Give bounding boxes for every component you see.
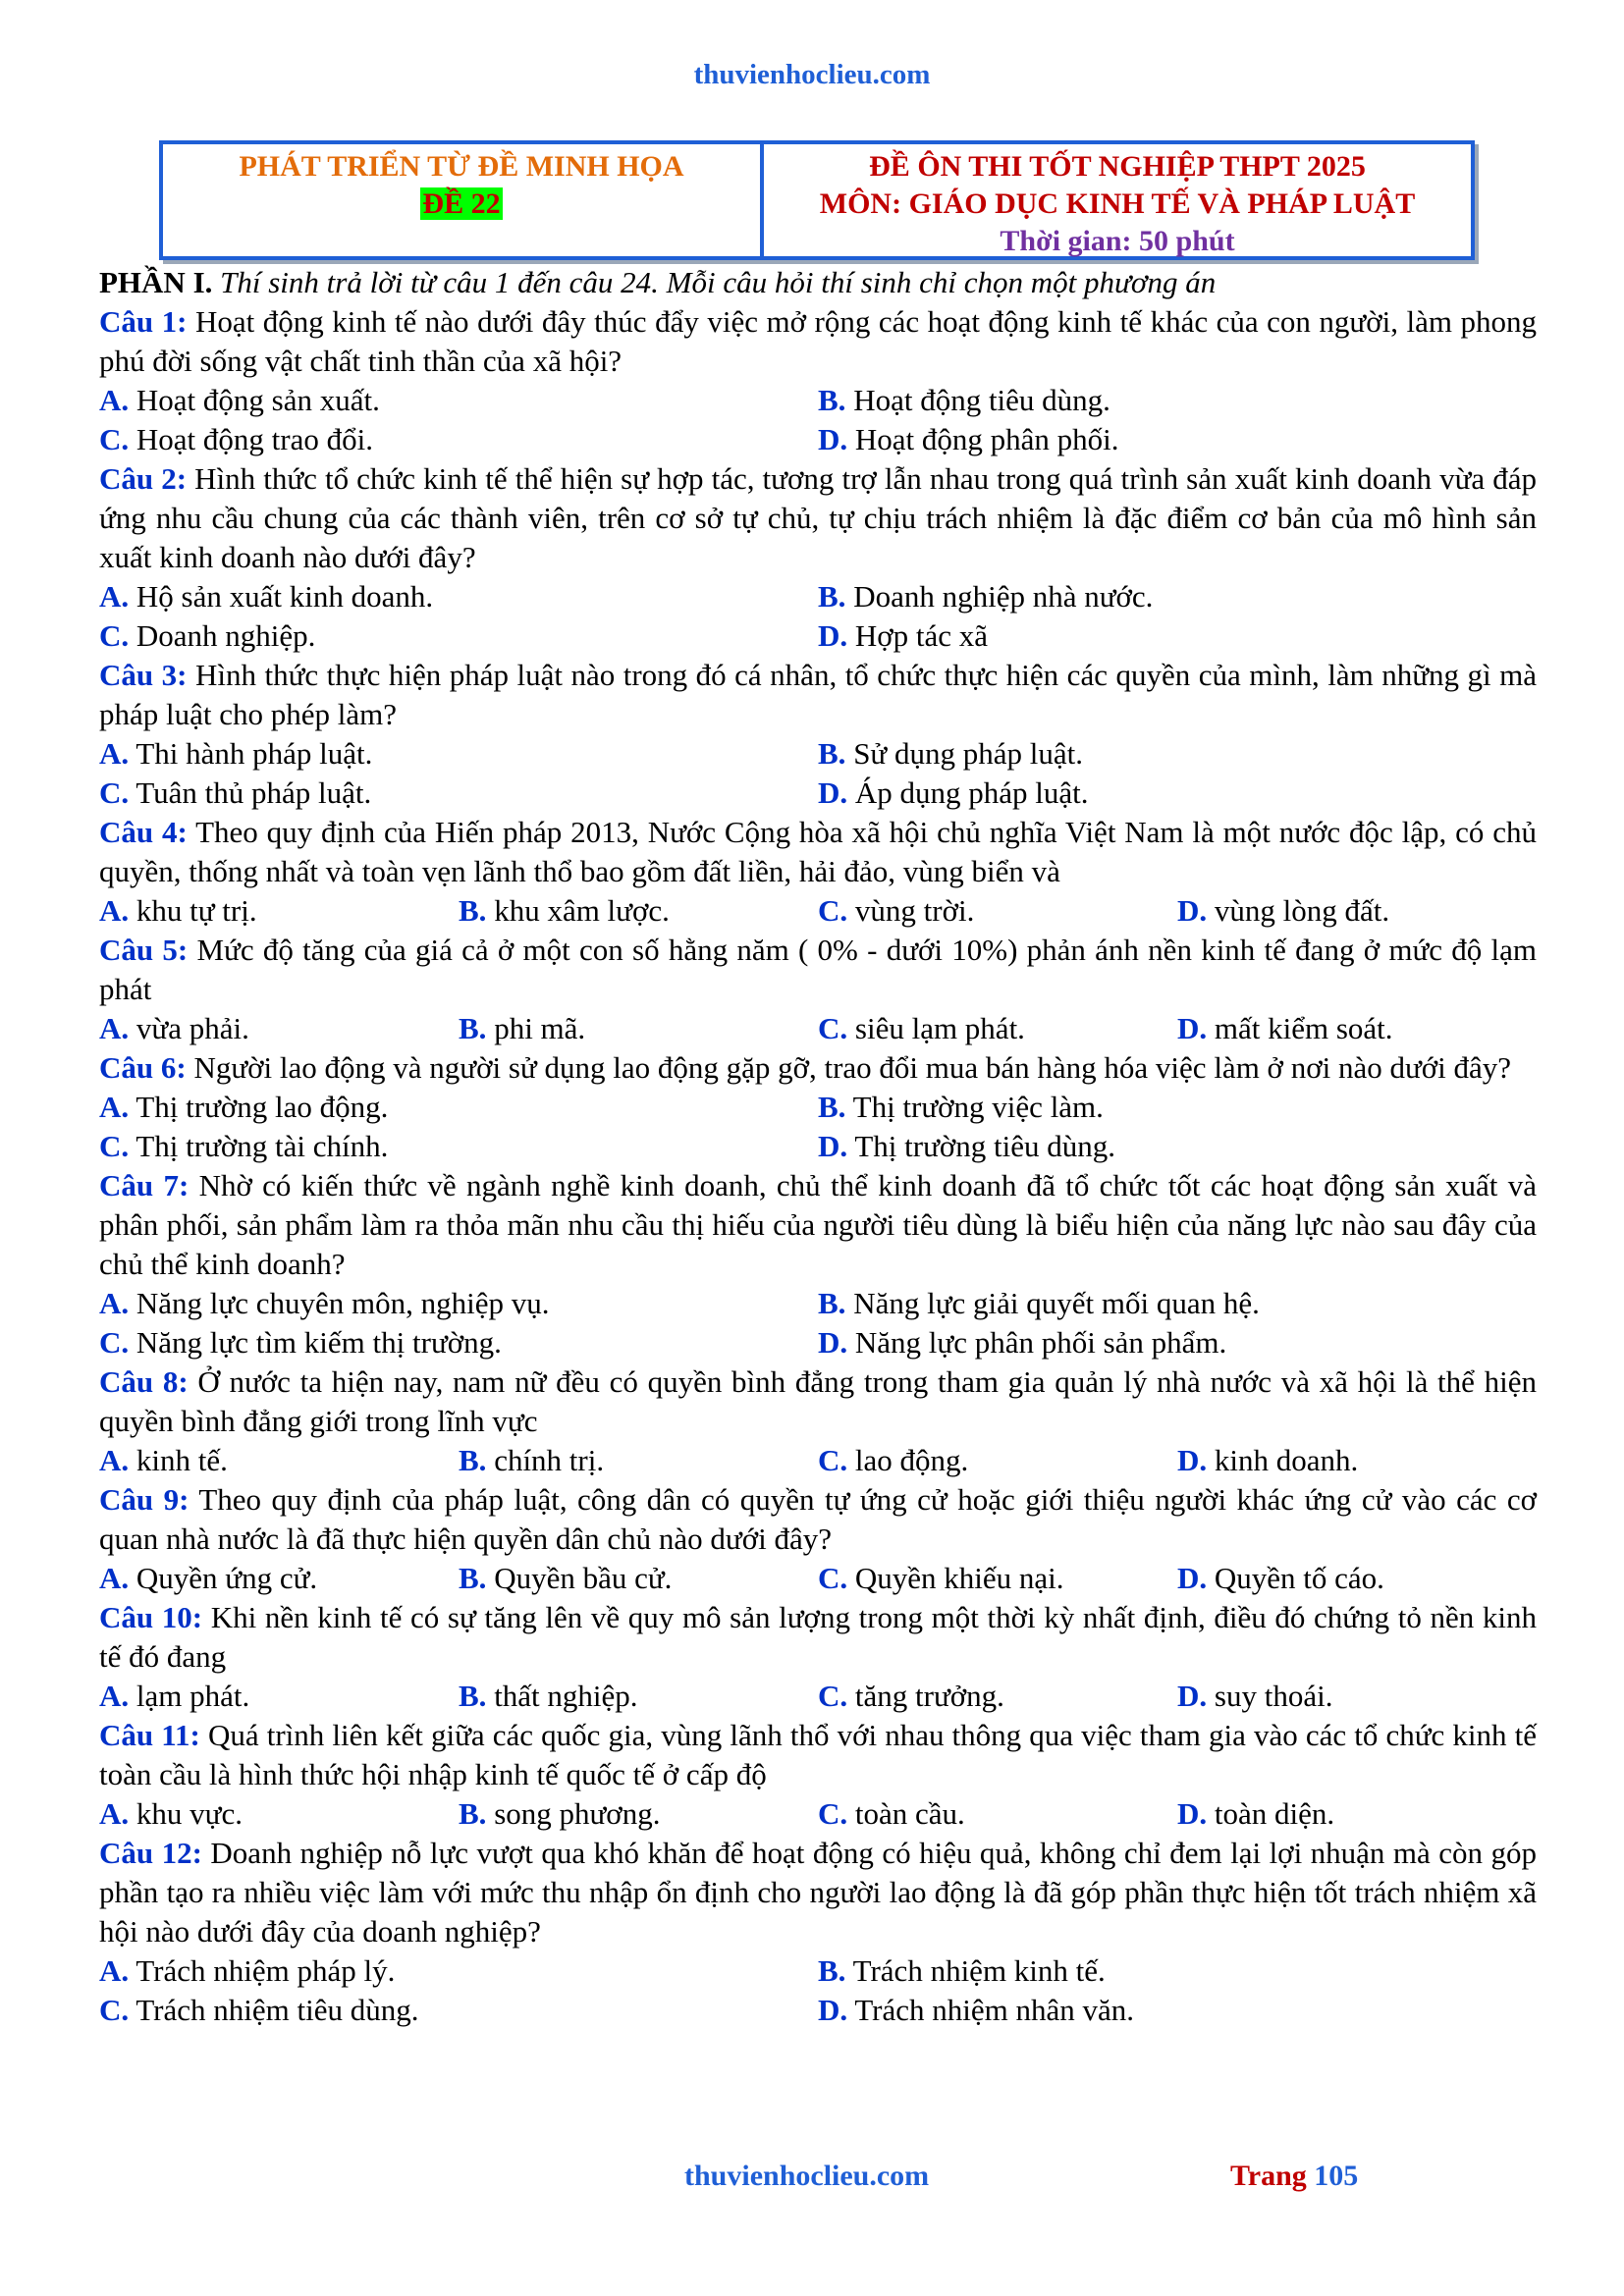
option-text: vùng trời.: [847, 893, 975, 928]
answer-option[interactable]: [1177, 1677, 1537, 1716]
answer-option[interactable]: [99, 1441, 459, 1480]
answer-option[interactable]: [99, 420, 818, 459]
option-letter: D.: [1177, 1011, 1208, 1045]
site-header-link[interactable]: thuvienhoclieu.com: [693, 59, 931, 90]
question-label: Câu 1:: [99, 304, 188, 339]
options: [99, 577, 1537, 656]
answer-option[interactable]: [99, 1677, 459, 1716]
part-instruction: Thí sinh trả lời từ câu 1 đến câu 24. Mỗi câu hỏi thí sinh chỉ chọn một phương án: [212, 265, 1217, 299]
options: [99, 381, 1537, 459]
page-number-value: 105: [1314, 2160, 1359, 2192]
question-label: Câu 6:: [99, 1050, 187, 1085]
option-text: Quyền khiếu nại.: [847, 1561, 1064, 1595]
option-letter: D.: [818, 1993, 848, 2027]
question: [99, 813, 1537, 931]
answer-option[interactable]: [818, 381, 1537, 420]
option-text: Hộ sản xuất kinh doanh.: [129, 579, 434, 614]
option-text: lao động.: [847, 1443, 969, 1477]
exam-title: ĐỀ ÔN THI TỐT NGHIỆP THPT 2025: [869, 150, 1366, 183]
answer-option[interactable]: [99, 774, 818, 813]
option-text: toàn cầu.: [847, 1796, 965, 1831]
option-text: Hoạt động phân phối.: [847, 422, 1119, 456]
option-letter: B.: [818, 1286, 846, 1320]
answer-option[interactable]: [99, 1991, 818, 2030]
option-text: Trách nhiệm kinh tế.: [845, 1953, 1106, 1988]
option-letter: B.: [459, 893, 487, 928]
option-text: Hoạt động sản xuất.: [129, 383, 380, 417]
question-label: Câu 10:: [99, 1600, 203, 1634]
options: [99, 1009, 1537, 1048]
answer-option[interactable]: [99, 1794, 459, 1834]
answer-option[interactable]: [1177, 1009, 1537, 1048]
option-letter: B.: [459, 1796, 487, 1831]
options: [99, 1441, 1537, 1480]
option-text: toàn diện.: [1207, 1796, 1335, 1831]
answer-option[interactable]: [1177, 1559, 1537, 1598]
question-text: [99, 931, 1537, 1009]
exam-duration: Thời gian: 50 phút: [1000, 225, 1235, 257]
option-letter: A.: [99, 736, 130, 771]
option-letter: D.: [1177, 1679, 1208, 1713]
option-letter: C.: [818, 1561, 848, 1595]
question-body: Ở nước ta hiện nay, nam nữ đều có quyền bình đẳng trong tham gia quản lý nhà nước và xã hội là thể hiện quyền bình đẳng giới trong lĩnh vực: [99, 1364, 1538, 1438]
option-text: Quyền ứng cử.: [129, 1561, 318, 1595]
option-text: Hợp tác xã: [847, 618, 989, 653]
question-text: [99, 1362, 1537, 1441]
exam-content: [99, 263, 1537, 2030]
options: [99, 1794, 1537, 1834]
question-body: Mức độ tăng của giá cả ở một con số hằng năm ( 0% - dưới 10%) phản ánh nền kinh tế đang ở mức độ lạm phát: [99, 933, 1538, 1006]
option-text: Quyền tố cáo.: [1207, 1561, 1384, 1595]
question-text: [99, 813, 1537, 891]
option-letter: C.: [99, 618, 130, 653]
option-text: mất kiểm soát.: [1207, 1011, 1393, 1045]
question-label: Câu 12:: [99, 1836, 202, 1870]
options: [99, 1951, 1537, 2030]
option-letter: D.: [818, 775, 848, 810]
answer-option[interactable]: [818, 1794, 1177, 1834]
options: [99, 734, 1537, 813]
question-text: [99, 302, 1537, 381]
option-text: Trách nhiệm tiêu dùng.: [129, 1993, 419, 2027]
answer-option[interactable]: [818, 774, 1537, 813]
question-text: [99, 1166, 1537, 1284]
option-letter: D.: [818, 1129, 848, 1163]
question-body: Doanh nghiệp nỗ lực vượt qua khó khăn để hoạt động có hiệu quả, không chỉ đem lại lợi nhuận mà còn góp phần tạo ra nhiều việc làm với mức thu nhập ổn định cho người lao động là đã góp phần thực hiện tốt trách nhiệm xã hội nào dưới đây của doanh nghiệp?: [99, 1836, 1538, 1949]
options: [99, 1284, 1537, 1362]
answer-option[interactable]: [99, 616, 818, 656]
answer-option[interactable]: [99, 1323, 818, 1362]
answer-option[interactable]: [818, 1677, 1177, 1716]
answer-option[interactable]: [818, 734, 1537, 774]
option-letter: C.: [818, 1679, 848, 1713]
option-letter: C.: [99, 1993, 130, 2027]
question-label: Câu 5:: [99, 933, 189, 967]
option-letter: C.: [99, 422, 130, 456]
question: [99, 1716, 1537, 1834]
question-text: [99, 1048, 1537, 1088]
option-text: Năng lực chuyên môn, nghiệp vụ.: [129, 1286, 550, 1320]
answer-option[interactable]: [818, 616, 1537, 656]
part-heading: [99, 263, 1537, 302]
option-letter: D.: [1177, 1561, 1208, 1595]
options: [99, 1677, 1537, 1716]
answer-option[interactable]: [99, 734, 818, 774]
question-list: [99, 302, 1537, 2030]
option-text: Năng lực tìm kiếm thị trường.: [129, 1325, 502, 1360]
question: [99, 1598, 1537, 1716]
answer-option[interactable]: [1177, 1794, 1537, 1834]
answer-option[interactable]: [99, 1284, 818, 1323]
option-text: Sử dụng pháp luật.: [845, 736, 1083, 771]
question-label: Câu 9:: [99, 1482, 189, 1517]
part-label: PHẦN I.: [99, 265, 213, 299]
option-letter: C.: [818, 1011, 848, 1045]
option-text: Quyền bầu cử.: [486, 1561, 673, 1595]
option-text: Trách nhiệm pháp lý.: [129, 1953, 396, 1988]
question-body: Nhờ có kiến thức về ngành nghề kinh doanh, chủ thể kinh doanh đã tổ chức tốt các hoạt động sản xuất và phân phối, sản phẩm làm ra thỏa mãn nhu cầu thị hiếu của người tiêu dùng là biểu hiện của năng lực nào sau đây của chủ thể kinh doanh?: [99, 1168, 1537, 1281]
answer-option[interactable]: [459, 891, 818, 931]
option-letter: B.: [818, 1953, 846, 1988]
question-body: Người lao động và người sử dụng lao động gặp gỡ, trao đổi mua bán hàng hóa việc làm ở nơi nào dưới đây?: [186, 1050, 1512, 1085]
question-text: [99, 459, 1537, 577]
question-body: Hình thức tổ chức kinh tế thể hiện sự hợp tác, tương trợ lẫn nhau trong quá trình sản xuất kinh doanh vừa đáp ứng nhu cầu chung của các thành viên, trên cơ sở tự chủ, tự chịu trách nhiệm là đặc điểm cơ bản của mô hình sản xuất kinh doanh nào dưới đây?: [99, 461, 1537, 574]
answer-option[interactable]: [459, 1794, 818, 1834]
answer-option[interactable]: [818, 1323, 1537, 1362]
option-text: Trách nhiệm nhân văn.: [847, 1993, 1135, 2027]
answer-option[interactable]: [818, 1009, 1177, 1048]
option-letter: D.: [1177, 1796, 1208, 1831]
option-letter: B.: [459, 1679, 487, 1713]
option-text: Thị trường lao động.: [129, 1090, 389, 1124]
option-text: khu vực.: [129, 1796, 243, 1831]
question-body: Khi nền kinh tế có sự tăng lên về quy mô sản lượng trong một thời kỳ nhất định, điều đó chứng tỏ nền kinh tế đó đang: [99, 1600, 1537, 1674]
answer-option[interactable]: [459, 1441, 818, 1480]
question: [99, 1480, 1537, 1598]
answer-option[interactable]: [99, 381, 818, 420]
question-body: Theo quy định của Hiến pháp 2013, Nước Cộng hòa xã hội chủ nghĩa Việt Nam là một nước độc lập, có chủ quyền, thống nhất và toàn vẹn lãnh thổ bao gồm đất liền, hải đảo, vùng biển và: [99, 815, 1537, 888]
option-text: Thị trường tài chính.: [129, 1129, 389, 1163]
answer-option[interactable]: [818, 1559, 1177, 1598]
option-letter: B.: [818, 736, 846, 771]
option-letter: D.: [1177, 893, 1208, 928]
option-text: vừa phải.: [129, 1011, 249, 1045]
question: [99, 459, 1537, 656]
header-left-cell: [163, 144, 760, 256]
question-label: Câu 7:: [99, 1168, 189, 1202]
option-letter: A.: [99, 893, 130, 928]
option-text: tăng trưởng.: [847, 1679, 1004, 1713]
option-text: phi mã.: [486, 1011, 586, 1045]
option-text: suy thoái.: [1207, 1679, 1333, 1713]
question: [99, 1362, 1537, 1480]
option-text: khu tự trị.: [129, 893, 257, 928]
answer-option[interactable]: [818, 1991, 1537, 2030]
options: [99, 891, 1537, 931]
option-text: khu xâm lược.: [486, 893, 670, 928]
answer-option[interactable]: [99, 577, 818, 616]
options: [99, 1559, 1537, 1598]
answer-option[interactable]: [818, 420, 1537, 459]
question: [99, 656, 1537, 813]
question-text: [99, 1598, 1537, 1677]
answer-option[interactable]: [818, 1951, 1537, 1991]
option-text: Thị trường tiêu dùng.: [847, 1129, 1115, 1163]
option-text: thất nghiệp.: [486, 1679, 638, 1713]
option-letter: A.: [99, 579, 130, 614]
option-letter: D.: [1177, 1443, 1208, 1477]
option-text: kinh doanh.: [1207, 1443, 1359, 1477]
option-letter: B.: [459, 1443, 487, 1477]
question-text: [99, 1480, 1537, 1559]
header-source: PHÁT TRIỂN TỪ ĐỀ MINH HỌA: [239, 150, 684, 183]
question: [99, 302, 1537, 459]
answer-option[interactable]: [818, 577, 1537, 616]
question-body: Quá trình liên kết giữa các quốc gia, vùng lãnh thổ với nhau thông qua việc tham gia vào các tổ chức kinh tế toàn cầu là hình thức hội nhập kinh tế quốc tế ở cấp độ: [99, 1718, 1537, 1791]
option-text: Tuân thủ pháp luật.: [129, 775, 372, 810]
option-text: Áp dụng pháp luật.: [847, 775, 1089, 810]
answer-option[interactable]: [99, 891, 459, 931]
answer-option[interactable]: [818, 1088, 1537, 1127]
option-text: Thị trường việc làm.: [845, 1090, 1104, 1124]
option-text: lạm phát.: [129, 1679, 250, 1713]
option-text: kinh tế.: [129, 1443, 228, 1477]
question-label: Câu 2:: [99, 461, 188, 496]
option-letter: B.: [459, 1011, 487, 1045]
option-letter: A.: [99, 1286, 130, 1320]
question: [99, 931, 1537, 1048]
options: [99, 1088, 1537, 1166]
option-letter: D.: [818, 1325, 848, 1360]
question-body: Hoạt động kinh tế nào dưới đây thúc đẩy việc mở rộng các hoạt động kinh tế khác của con người, làm phong phú đời sống vật chất tinh thần của xã hội?: [99, 304, 1537, 378]
answer-option[interactable]: [818, 1441, 1177, 1480]
header-right-cell: [760, 144, 1471, 256]
option-text: siêu lạm phát.: [847, 1011, 1025, 1045]
option-text: song phương.: [486, 1796, 661, 1831]
answer-option[interactable]: [99, 1009, 459, 1048]
question-label: Câu 3:: [99, 658, 188, 692]
question-body: Theo quy định của pháp luật, công dân có quyền tự ứng cử hoặc giới thiệu người khác ứng cử vào các cơ quan nhà nước là đã thực hiện quyền dân chủ nào dưới đây?: [99, 1482, 1538, 1556]
question-text: [99, 1834, 1537, 1951]
answer-option[interactable]: [99, 1088, 818, 1127]
footer-site-link[interactable]: thuvienhoclieu.com: [684, 2160, 930, 2192]
option-letter: B.: [818, 579, 846, 614]
option-letter: B.: [818, 383, 846, 417]
option-text: Hoạt động tiêu dùng.: [845, 383, 1110, 417]
option-letter: A.: [99, 1090, 130, 1124]
option-letter: A.: [99, 383, 130, 417]
option-letter: A.: [99, 1561, 130, 1595]
answer-option[interactable]: [459, 1677, 818, 1716]
option-letter: A.: [99, 1011, 130, 1045]
question-label: Câu 8:: [99, 1364, 189, 1399]
answer-option[interactable]: [818, 891, 1177, 931]
answer-option[interactable]: [99, 1127, 818, 1166]
option-letter: A.: [99, 1953, 130, 1988]
question-label: Câu 11:: [99, 1718, 200, 1752]
option-text: Doanh nghiệp.: [129, 618, 316, 653]
exam-number: ĐỀ 22: [422, 187, 501, 220]
question-body: Hình thức thực hiện pháp luật nào trong đó cá nhân, tổ chức thực hiện các quyền của mình, làm những gì mà pháp luật cho phép làm?: [99, 658, 1538, 731]
option-letter: C.: [818, 893, 848, 928]
option-letter: B.: [818, 1090, 846, 1124]
question: [99, 1166, 1537, 1362]
option-letter: D.: [818, 422, 848, 456]
option-letter: D.: [818, 618, 848, 653]
question-text: [99, 1716, 1537, 1794]
option-letter: A.: [99, 1796, 130, 1831]
question-text: [99, 656, 1537, 734]
answer-option[interactable]: [818, 1127, 1537, 1166]
answer-option[interactable]: [1177, 891, 1537, 931]
option-letter: C.: [99, 775, 130, 810]
answer-option[interactable]: [818, 1284, 1537, 1323]
question: [99, 1834, 1537, 2030]
option-text: Năng lực giải quyết mối quan hệ.: [845, 1286, 1260, 1320]
answer-option[interactable]: [99, 1951, 818, 1991]
question: [99, 1048, 1537, 1166]
answer-option[interactable]: [459, 1009, 818, 1048]
exam-header-box: [159, 140, 1475, 260]
option-text: vùng lòng đất.: [1207, 893, 1390, 928]
option-text: chính trị.: [486, 1443, 605, 1477]
option-letter: A.: [99, 1443, 130, 1477]
option-letter: C.: [99, 1129, 130, 1163]
option-text: Hoạt động trao đổi.: [129, 422, 373, 456]
option-letter: B.: [459, 1561, 487, 1595]
answer-option[interactable]: [99, 1559, 459, 1598]
page-number: [1230, 2160, 1358, 2193]
exam-subject: MÔN: GIÁO DỤC KINH TẾ VÀ PHÁP LUẬT: [819, 187, 1416, 220]
question-label: Câu 4:: [99, 815, 188, 849]
page-label: Trang: [1230, 2160, 1315, 2192]
option-text: Thi hành pháp luật.: [129, 736, 373, 771]
option-letter: C.: [99, 1325, 130, 1360]
option-letter: A.: [99, 1679, 130, 1713]
answer-option[interactable]: [1177, 1441, 1537, 1480]
option-letter: C.: [818, 1443, 848, 1477]
option-text: Doanh nghiệp nhà nước.: [845, 579, 1154, 614]
option-letter: C.: [818, 1796, 848, 1831]
option-text: Năng lực phân phối sản phẩm.: [847, 1325, 1227, 1360]
answer-option[interactable]: [459, 1559, 818, 1598]
